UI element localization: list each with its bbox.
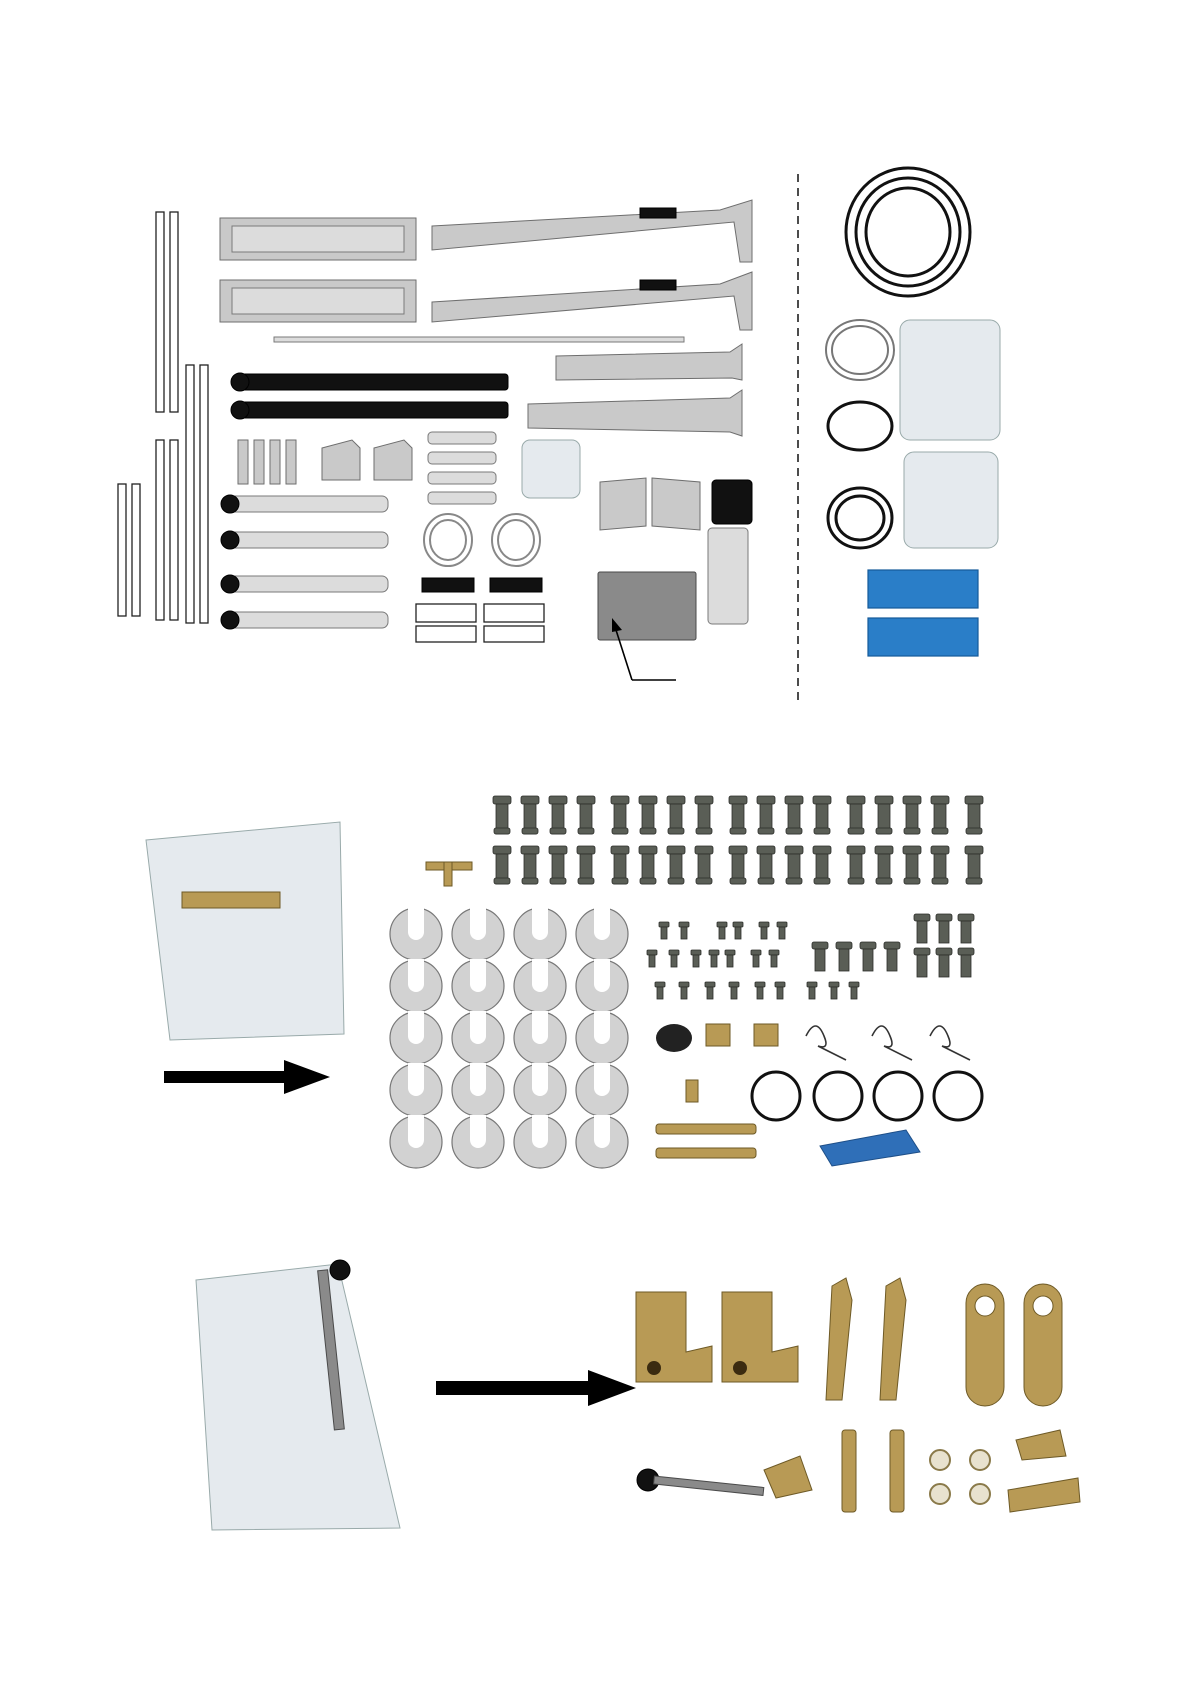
horseshoe-shims-grid (390, 907, 628, 1168)
snap-rings (752, 1072, 982, 1120)
anchor-bolt (875, 796, 893, 834)
small-bolt (729, 982, 739, 999)
small-bolt (759, 922, 769, 939)
horseshoe-shim (514, 1063, 566, 1116)
anchor-bolt (521, 846, 539, 884)
anchor-bolt (847, 846, 865, 884)
anchor-bolts-rows (493, 796, 983, 884)
hydraulic-cylinders (231, 373, 508, 419)
horseshoe-shim (576, 1063, 628, 1116)
horseshoe-shim (452, 1011, 504, 1064)
anchor-bolt (639, 846, 657, 884)
small-bolt (717, 922, 727, 939)
arrow-right-icon-2 (436, 1370, 636, 1406)
anchor-bolt (667, 846, 685, 884)
small-fasteners (647, 914, 974, 999)
small-parts-row (238, 432, 580, 504)
anchor-bolt (695, 796, 713, 834)
horseshoe-shim (452, 907, 504, 960)
small-bolt (647, 950, 657, 967)
anchor-bolt (757, 796, 775, 834)
anchor-bolt (611, 796, 629, 834)
horseshoe-shim (452, 959, 504, 1012)
lever-handle (637, 1456, 812, 1498)
hydraulic-power-unit (708, 480, 752, 624)
medium-bolt (936, 948, 952, 977)
swing-arms (221, 495, 388, 629)
anchor-bolt (577, 796, 595, 834)
horseshoe-shim (390, 1011, 442, 1064)
small-bolt (807, 982, 817, 999)
horseshoe-shim (452, 1063, 504, 1116)
horseshoe-shim (514, 1011, 566, 1064)
anchor-bolt (903, 846, 921, 884)
medium-bolt (836, 942, 852, 971)
column-profiles (118, 212, 208, 623)
torsion-springs (806, 1026, 970, 1060)
hardware-bag-1 (146, 822, 344, 1040)
hydraulic-hoses (846, 168, 970, 296)
steel-cables (424, 514, 540, 566)
anchor-bolt (549, 846, 567, 884)
anchor-bolt (965, 846, 983, 884)
anchor-bolt (847, 796, 865, 834)
medium-bolt (936, 914, 952, 943)
anchor-bolt (639, 796, 657, 834)
parts-bag-a (900, 320, 1000, 440)
tee-fitting (426, 862, 472, 886)
anchor-bolt (521, 796, 539, 834)
lift-arms-short (528, 344, 742, 436)
small-bolt (849, 982, 859, 999)
anchor-bolt (813, 796, 831, 834)
anchor-bolt (493, 796, 511, 834)
anchor-bolt (785, 796, 803, 834)
blue-base-plates (868, 570, 978, 656)
horseshoe-shim (576, 959, 628, 1012)
small-bolt (751, 950, 761, 967)
anchor-bolt (965, 796, 983, 834)
anchor-bolt (729, 796, 747, 834)
fittings-misc (656, 1024, 920, 1166)
small-bolt (655, 982, 665, 999)
medium-bolt (812, 942, 828, 971)
small-bolt (709, 950, 719, 967)
horseshoe-shim (514, 1115, 566, 1168)
medium-bolt (914, 948, 930, 977)
anchor-bolt (611, 846, 629, 884)
anchor-bolt (577, 846, 595, 884)
horseshoe-shim (390, 907, 442, 960)
anchor-bolt (931, 846, 949, 884)
small-bolt (691, 950, 701, 967)
carriage-frames (220, 218, 416, 322)
medium-bolt (914, 914, 930, 943)
small-bolt (775, 982, 785, 999)
horseshoe-shim (390, 1063, 442, 1116)
horseshoe-shim (576, 907, 628, 960)
anchor-bolt (931, 796, 949, 834)
small-bolt (659, 922, 669, 939)
hardware-bag-2 (196, 1260, 400, 1530)
black-hoses-small (828, 402, 892, 548)
anchor-bolt (785, 846, 803, 884)
small-bolt (669, 950, 679, 967)
pins-and-washers (842, 1430, 1080, 1512)
small-bolt (679, 922, 689, 939)
medium-bolt (958, 948, 974, 977)
anchor-bolt (875, 846, 893, 884)
anchor-bolt (813, 846, 831, 884)
small-bolt (725, 950, 735, 967)
arrow-right-icon (164, 1060, 330, 1094)
anchor-bolt (757, 846, 775, 884)
small-bolt (829, 982, 839, 999)
anchor-bolt (667, 796, 685, 834)
thin-steel-cables (826, 320, 894, 380)
horseshoe-shim (514, 907, 566, 960)
horseshoe-shim (390, 1115, 442, 1168)
medium-bolt (884, 942, 900, 971)
small-bolt (777, 922, 787, 939)
anchor-bolt (695, 846, 713, 884)
horseshoe-shim (514, 959, 566, 1012)
bracket-parts (636, 1278, 1062, 1406)
anchor-bolt (903, 796, 921, 834)
horseshoe-shim (576, 1011, 628, 1064)
small-bolt (705, 982, 715, 999)
horseshoe-shim (390, 959, 442, 1012)
medium-bolt (958, 914, 974, 943)
parts-bag-b (904, 452, 998, 548)
rubber-pads (416, 578, 544, 642)
anchor-bolt (729, 846, 747, 884)
small-bolt (733, 922, 743, 939)
small-bolt (755, 982, 765, 999)
horseshoe-shim (452, 1115, 504, 1168)
horseshoe-shim (576, 1115, 628, 1168)
cover-plates (598, 478, 700, 640)
medium-bolt (860, 942, 876, 971)
small-bolt (679, 982, 689, 999)
anchor-bolt (549, 796, 567, 834)
anchor-bolt (493, 846, 511, 884)
small-bolt (769, 950, 779, 967)
